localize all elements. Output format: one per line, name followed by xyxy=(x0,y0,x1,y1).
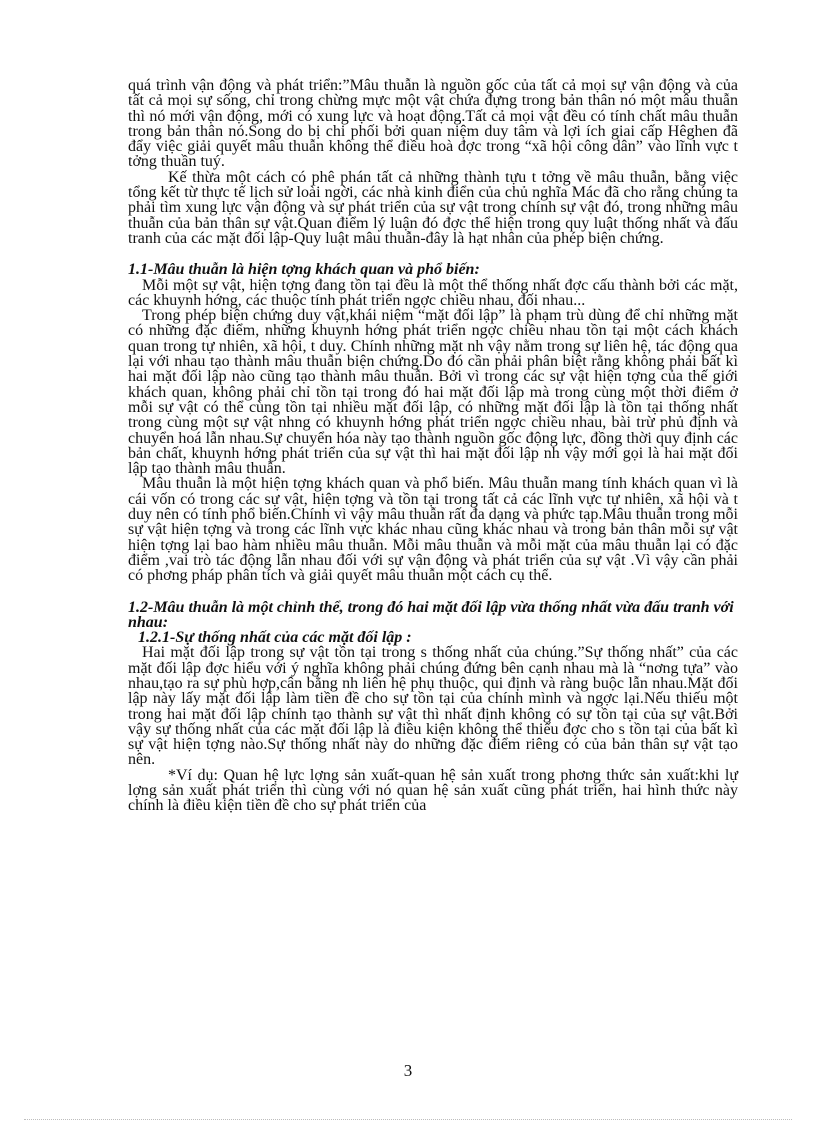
paragraph: *Ví dụ: Quan hệ lực lợng sản xuất-quan hệ sản xuất trong phơng thức sản xuất:khi lự lợng sản xuất phát triển thì cùng với nó quan hệ sản xuất cũng phát triển, hai hình thức này chính là điều kiện tiền đề cho sự phát triển của xyxy=(128,766,738,815)
paragraph: Hai mặt đối lập trong sự vật tồn tại trong s thống nhất của chúng.”Sự thống nhất” của các mặt đối lập đợc hiểu với ý nghĩa không phải chúng đứng bên cạnh nhau mà là “nơng tựa” vào nhau,tạo ra sự phù hợp,cân bằng nh liên hệ phụ thuộc, qui định và ràng buộc lẫn nhau.Mặt đối lập này lấy mặt đối lập làm tiền đề cho sự tồn tại của chính mình và ngợc lại.Nếu thiếu một trong hai mặt đối lập chính tạo thành sự vật thì nhất định không có sự tồn tại của sự vật.Bởi vậy sự thống nhất của các mặt đối lập là điều kiện không thể thiếu đợc cho s tồn tại của bất kì sự vật hiện tợng nào.Sự thống nhất này do những đặc điểm riêng có của bản thân sự vật tạo nên. xyxy=(128,644,738,769)
section-heading-1-1: 1.1-Mâu thuẫn là hiện tợng khách quan và phổ biến: xyxy=(128,261,480,279)
paragraph: Mỗi một sự vật, hiện tợng đang tồn tại đều là một thể thống nhất đợc cấu thành bởi các mặt, các khuynh hớng, các thuộc tính phát triển ngợc chiều nhau, đối nhau... xyxy=(128,276,738,309)
paragraph: Mâu thuẫn là một hiện tợng khách quan và phổ biến. Mâu thuẫn mang tính khách quan vì là cái vốn có trong các sự vật, hiện tợng và tồn tại trong tất cả các lĩnh vực tự nhiên, xã hội và t duy nên có tính phổ biến.Chính vì vậy mâu thuẫn rất đa dạng và phức tạp.Mâu thuẫn trong mỗi sự vật hiện tợng và trong các lĩnh vực khác nhau cũng khác nhau và trong bản thân mỗi sự vật hiện tợng lại bao hàm nhiều mâu thuẫn. Mỗi mâu thuẫn và mỗi mặt của mâu thuẫn lại có đặc điểm ,vai trò tác động lẫn nhau đối với sự vận động và phát triển của sự vật .Vì vậy cần phải có phơng pháp phân tích và giải quyết mâu thuẫn một cách cụ thể. xyxy=(128,475,738,585)
paragraph: Kế thừa một cách có phê phán tất cả những thành tựu t tởng về mâu thuẫn, bằng việc tổng kết từ thực tế lịch sử loài ngời, các nhà kinh điển của chủ nghĩa Mác đã cho rằng chúng ta phải tìm xung lực vận động và sự phát triển của sự vật trong chính sự vật đó, trong những mâu thuẫn của bản thân sự vật.Quan điểm lý luận đó đợc thể hiện trong quy luật thống nhất và đấu tranh của các mặt đối lập-Quy luật mâu thuẫn-đây là hạt nhân của phép biện chứng. xyxy=(128,168,738,247)
paragraph: Trong phép biện chứng duy vật,khái niệm “mặt đối lập” là phạm trù dùng để chỉ những mặt có những đặc điểm, những khuynh hớng phát triển ngợc chiều nhau tồn tại một cách khách quan trong tự nhiên, xã hội, t duy. Chính những mặt nh vậy nằm trong sự liên hệ, tác động qua lại với nhau tạo thành mâu thuẫn biện chứng.Do đó cần phải phân biệt rằng không phải bất kì hai mặt đối lập nào cũng tạo thành mâu thuẫn. Bởi vì trong các sự vật hiện tợng của thế giới khách quan, không phải chỉ tồn tại trong đó hai mặt đối lập mà trong cùng một thời điểm ở mỗi sự vật có thể cùng tồn tại nhiều mặt đối lập, có những mặt đối lập là tồn tại thống nhất trong cùng một sự vật nhng có khuynh hớng phát triển ngợc chiều nhau, bài trừ phủ định và chuyển hoá lẫn nhau.Sự chuyển hóa này tạo thành nguồn gốc động lực, đồng thời quy định các bản chất, khuynh hớng phát triển của sự vật thì hai mặt đối lập nh vậy mới gọi là hai mặt đối lập tạo thành mâu thuẫn. xyxy=(128,307,738,478)
paragraph: quá trình vận động và phát triển:”Mâu thuẫn là nguồn gốc của tất cả mọi sự vận động và của tất cả mọi sự sống, chỉ trong chừng mực một vật chứa đựng trong bản thân nó một mâu thuẫn thì nó mới vận động, mới có xung lực và hoạt động.Tất cả mọi vật đều có tính chất mâu thuẫn trong bản thân nó.Song do bị chi phối bởi quan niệm duy tâm và lợi ích giai cấp Hêghen đã đẩy việc giải quyết mâu thuẫn không thể điều hoà đợc trong “xã hội công dân” vào lĩnh vực t tởng thuần tuý. xyxy=(128,77,738,171)
section-heading-1-2: 1.2-Mâu thuẫn là một chỉnh thể, trong đó hai mặt đối lập vừa thống nhất vừa đấu tranh với nhau: xyxy=(128,598,734,631)
subsection-heading-1-2-1: 1.2.1-Sự thống nhất của các mặt đối lập : xyxy=(138,629,412,647)
page-bottom-divider xyxy=(24,1119,792,1120)
body-text xyxy=(128,78,738,814)
page-number: 3 xyxy=(403,1061,413,1080)
